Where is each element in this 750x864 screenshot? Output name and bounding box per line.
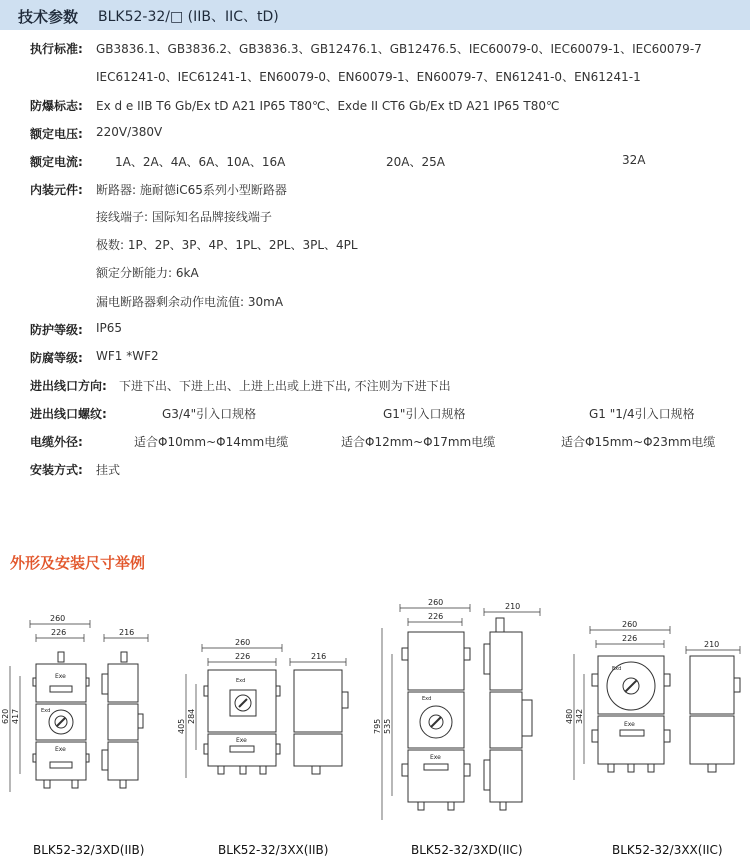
d4-mark-bot: Exe — [624, 721, 635, 728]
d1-h-inner: 417 — [11, 708, 20, 724]
d2-h-inner: 284 — [187, 708, 196, 724]
current-value-3: 32A — [622, 153, 646, 167]
drawing-3xd-iic — [373, 598, 540, 820]
components-breaker: 断路器: 施耐德iC65系列小型断路器 — [96, 183, 287, 197]
standards-line1: GB3836.1、GB3836.2、GB3836.3、GB12476.1、GB12476.5、IEC60079-0、IEC60079-1、IEC60079-7 — [96, 42, 702, 56]
d2-mark-top: Exd — [236, 678, 246, 684]
protection-value: IP65 — [96, 321, 123, 335]
d4-h-inner: 342 — [575, 708, 584, 724]
standards-label: 执行标准: — [30, 42, 83, 56]
components-label: 内装元件: — [30, 183, 83, 197]
cable-od-value-2: 适合Φ12mm~Φ17mm电缆 — [341, 435, 496, 449]
d1-h-outer: 620 — [1, 708, 10, 724]
components-poles: 极数: 1P、2P、3P、4P、1PL、2PL、3PL、4PL — [96, 238, 358, 252]
drawing-3xx-iib — [177, 638, 348, 778]
d1-mark-bot: Exe — [55, 746, 66, 753]
current-label: 额定电流: — [30, 155, 83, 169]
components-capacity: 额定分断能力: 6kA — [96, 266, 199, 280]
d4-mark-top: Exd — [612, 666, 622, 672]
section-title-dimensions: 外形及安装尺寸举例 — [10, 554, 146, 572]
thread-value-3: G1 "1/4引入口规格 — [589, 407, 695, 421]
current-value-2: 20A、25A — [386, 155, 445, 169]
drawing-3xx-iic — [565, 620, 740, 780]
mounting-value: 挂式 — [96, 463, 121, 477]
d1-side-w: 216 — [119, 628, 135, 637]
d1-w-outer: 260 — [50, 614, 66, 623]
ex-mark-value: Ex d e IIB T6 Gb/Ex tD A21 IP65 T80℃、Exde II CT6 Gb/Ex tD A21 IP65 T80℃ — [96, 99, 560, 113]
d2-mark-bot: Exe — [236, 737, 247, 744]
thread-value-2: G1"引入口规格 — [383, 407, 466, 421]
ex-mark-label: 防爆标志: — [30, 99, 83, 113]
d3-mark-bot: Exe — [430, 754, 441, 761]
d3-w-outer: 260 — [428, 598, 444, 607]
caption-3xd-iib: BLK52-32/3XD(IIB) — [33, 843, 145, 857]
cable-direction-label: 进出线口方向: — [30, 379, 107, 393]
d2-h-outer: 405 — [177, 718, 186, 734]
anticorrosion-label: 防腐等级: — [30, 351, 83, 365]
mounting-label: 安装方式: — [30, 463, 83, 477]
d4-w-inner: 226 — [622, 634, 638, 643]
d3-h-inner: 535 — [383, 718, 392, 734]
cable-direction-value: 下进下出、下进上出、上进上出或上进下出, 不注则为下进下出 — [119, 379, 451, 393]
thread-label: 进出线口螺纹: — [30, 407, 107, 421]
d3-mark-mid: Exd — [422, 696, 432, 702]
d1-mark-top: Exe — [55, 673, 66, 680]
d3-side-w: 210 — [505, 602, 521, 611]
thread-value-1: G3/4"引入口规格 — [162, 407, 257, 421]
drawing-3xd-iib — [1, 614, 148, 792]
d2-w-outer: 260 — [235, 638, 251, 647]
d2-side-w: 216 — [311, 652, 327, 661]
protection-label: 防护等级: — [30, 323, 83, 337]
current-value-1: 1A、2A、4A、6A、10A、16A — [115, 155, 286, 169]
caption-3xd-iic: BLK52-32/3XD(IIC) — [411, 843, 523, 857]
standards-line2: IEC61241-0、IEC61241-1、EN60079-0、EN60079-1、EN60079-7、EN61241-0、EN61241-1 — [96, 70, 641, 84]
d4-h-outer: 480 — [565, 708, 574, 724]
d2-w-inner: 226 — [235, 652, 251, 661]
d4-side-w: 210 — [704, 640, 720, 649]
components-residual: 漏电断路器剩余动作电流值: 30mA — [96, 295, 284, 309]
voltage-label: 额定电压: — [30, 127, 83, 141]
components-terminal: 接线端子: 国际知名品牌接线端子 — [96, 210, 272, 224]
dimension-drawings — [0, 574, 750, 864]
caption-3xx-iic: BLK52-32/3XX(IIC) — [612, 843, 723, 857]
d3-w-inner: 226 — [428, 612, 444, 621]
cable-od-label: 电缆外径: — [30, 435, 83, 449]
d1-w-inner: 226 — [51, 628, 67, 637]
d1-mark-mid: Exd — [41, 708, 51, 714]
header-bar — [0, 0, 750, 30]
d3-h-outer: 795 — [373, 718, 382, 734]
cable-od-value-3: 适合Φ15mm~Φ23mm电缆 — [561, 435, 716, 449]
header-title: 技术参数 — [18, 8, 79, 26]
d4-w-outer: 260 — [622, 620, 638, 629]
anticorrosion-value: WF1 *WF2 — [96, 349, 159, 363]
caption-3xx-iib: BLK52-32/3XX(IIB) — [218, 843, 329, 857]
header-model: BLK52-32/□ (IIB、IIC、tD) — [98, 9, 279, 25]
cable-od-value-1: 适合Φ10mm~Φ14mm电缆 — [134, 435, 289, 449]
voltage-value: 220V/380V — [96, 125, 163, 139]
